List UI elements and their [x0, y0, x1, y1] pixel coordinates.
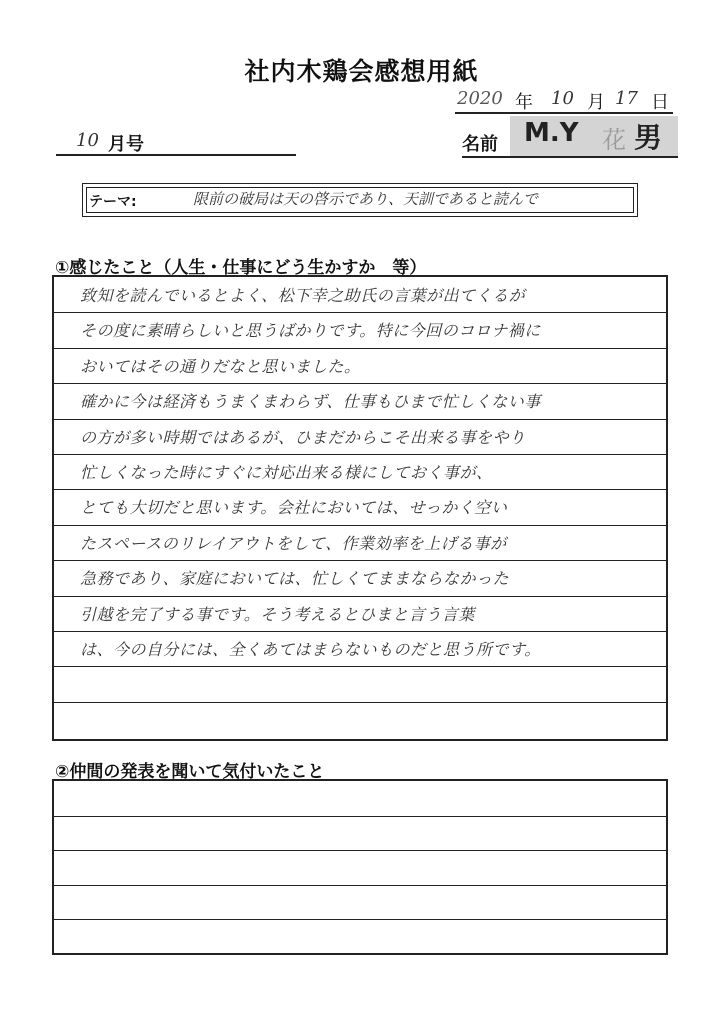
ruled-line	[54, 312, 666, 313]
ruled-line	[54, 383, 666, 384]
date-day-unit: 日	[651, 92, 669, 113]
ruled-line	[54, 419, 666, 420]
handwritten-line: おいてはその通りだなと思いました。	[80, 356, 361, 376]
theme-value: 限前の破局は天の啓示であり、天訓であると読んで	[193, 190, 539, 208]
issue-month: 10	[76, 130, 99, 151]
handwritten-line: その度に素晴らしいと思うばかりです。特に今回のコロナ禍に	[80, 321, 541, 341]
date-line	[455, 86, 673, 114]
section1-lines-box	[52, 275, 668, 741]
theme-box	[82, 183, 638, 217]
ruled-line	[54, 919, 666, 920]
handwritten-line: 確かに今は経済もうまくまわらず、仕事もひまで忙しくない事	[80, 392, 541, 412]
name-label: 名前	[462, 134, 498, 155]
handwritten-line: の方が多い時期ではあるが、ひまだからこそ出来る事をやり	[80, 427, 526, 447]
handwritten-line: は、今の自分には、全くあてはまらないものだと思う所です。	[80, 640, 541, 659]
ruled-line	[54, 525, 666, 526]
section2-heading: ②仲間の発表を聞いて気付いたこと	[55, 762, 325, 782]
name-gender: 男	[634, 121, 663, 154]
ruled-line	[54, 666, 666, 667]
handwritten-line: 忙しくなった時にすぐに対応出来る様にしておく事が、	[80, 463, 493, 482]
ruled-line	[54, 885, 666, 886]
ruled-line	[54, 348, 666, 349]
name-redaction-box	[510, 116, 678, 156]
date-year: 2020	[457, 88, 503, 109]
ruled-line	[54, 560, 666, 561]
date-month: 10	[551, 88, 574, 109]
ruled-line	[54, 596, 666, 597]
name-initials: M.Y	[524, 118, 579, 148]
ruled-line	[54, 850, 666, 851]
ruled-line	[54, 454, 666, 455]
handwritten-line: とても大切だと思います。会社においては、せっかく空い	[80, 498, 508, 518]
handwritten-line: たスペースのリレイアウトをして、作業効率を上げる事が	[80, 533, 507, 553]
issue-unit: 月号	[108, 134, 144, 155]
date-day: 17	[615, 88, 638, 109]
theme-label: テーマ:	[89, 194, 137, 210]
handwritten-line: 致知を読んでいるとよく、松下幸之助氏の言葉が出てくるが	[80, 286, 526, 305]
ruled-line	[54, 816, 666, 817]
ruled-line	[54, 631, 666, 632]
issue-line	[56, 128, 296, 156]
date-month-unit: 月	[587, 92, 605, 113]
name-faded-character: 花	[602, 126, 626, 154]
handwritten-line: 急務であり、家庭においては、忙しくてままならなかった	[80, 569, 510, 589]
date-year-unit: 年	[515, 92, 533, 113]
section2-lines-box	[52, 779, 668, 955]
handwritten-line: 引越を完了する事です。そう考えるとひまと言う言葉	[80, 604, 475, 624]
form-title: 社内木鶏会感想用紙	[244, 57, 479, 86]
ruled-line	[54, 489, 666, 490]
section1-heading: ①感じたこと（人生・仕事にどう生かすか 等）	[55, 258, 427, 278]
name-field	[462, 116, 678, 158]
ruled-line	[54, 702, 666, 703]
